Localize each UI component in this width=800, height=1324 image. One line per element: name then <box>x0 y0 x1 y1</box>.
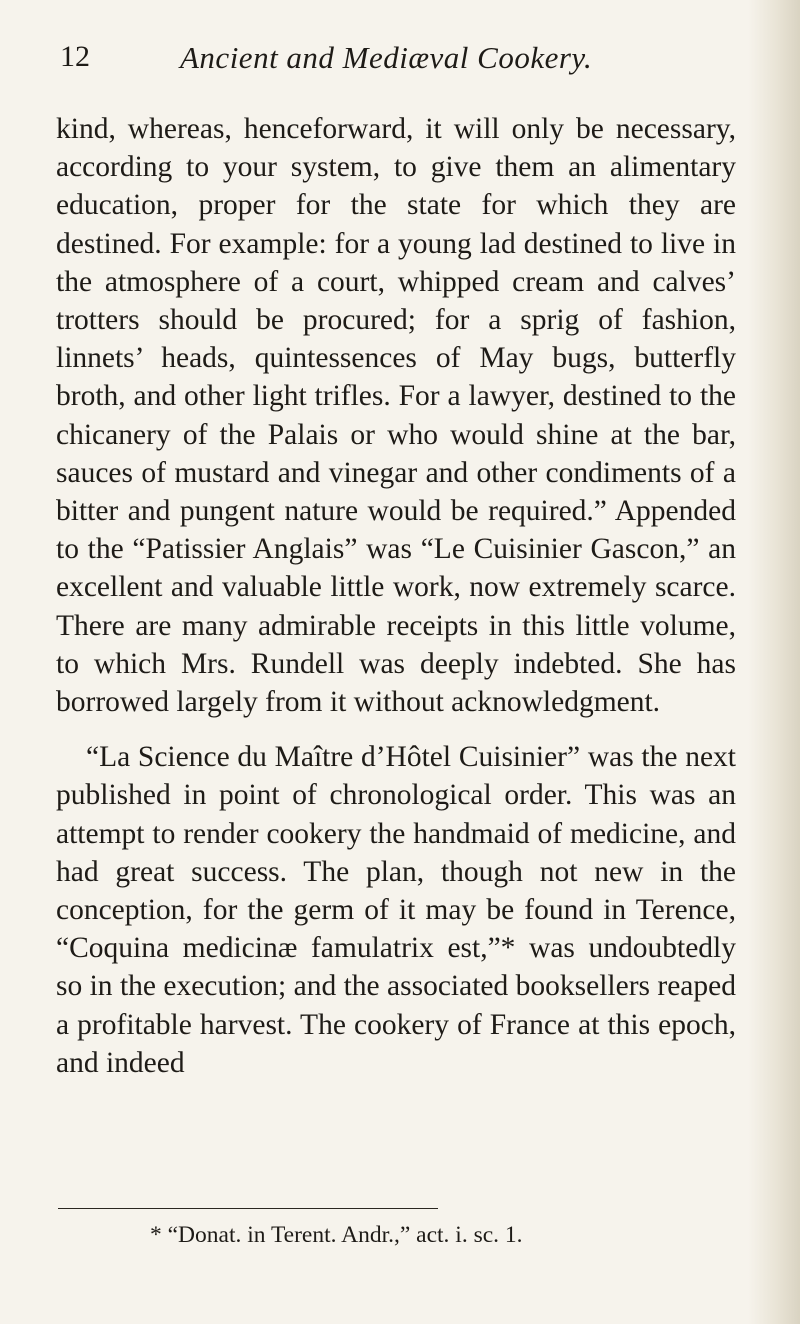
footnote: * “Donat. in Terent. Andr.,” act. i. sc. 1. <box>150 1222 523 1248</box>
body-text <box>56 110 736 1082</box>
footnote-divider <box>58 1208 438 1209</box>
page-edge-shadow <box>748 0 800 1324</box>
running-title: Ancient and Mediæval Cookery. <box>180 40 593 75</box>
page-header <box>60 40 740 90</box>
page-number: 12 <box>60 40 90 73</box>
paragraph-1: kind, whereas, henceforward, it will only be necessary, according to your system, to give them an alimentary education, proper for the state for which they are destined. For example: for a young lad destined to live in the atmosphere of a court, whipped cream and calves’ trotters should be procured; for a sprig of fashion, linnets’ heads, quintessences of May bugs, butterfly broth, and other light trifles. For a lawyer, destined to the chicanery of the Palais or who would shine at the bar, sauces of mustard and vinegar and other condiments of a bitter and pungent nature would be required.” Appended to the “Patissier Anglais” was “Le Cuisinier Gascon,” an excellent and valuable little work, now extremely scarce. There are many admirable receipts in this little volume, to which Mrs. Rundell was deeply indebted. She has borrowed largely from it without acknowledgment. <box>56 113 736 719</box>
paragraph-2: “La Science du Maître d’Hôtel Cuisinier” was the next published in point of chronological order. This was an attempt to render cookery the handmaid of medicine, and had great success. The plan, though not new in the conception, for the germ of it may be found in Terence, “Coquina medicinæ famulatrix est,”* was undoubtedly so in the execution; and the associated booksellers reaped a profitable harvest. The cookery of France at this epoch, and indeed <box>56 741 736 1079</box>
